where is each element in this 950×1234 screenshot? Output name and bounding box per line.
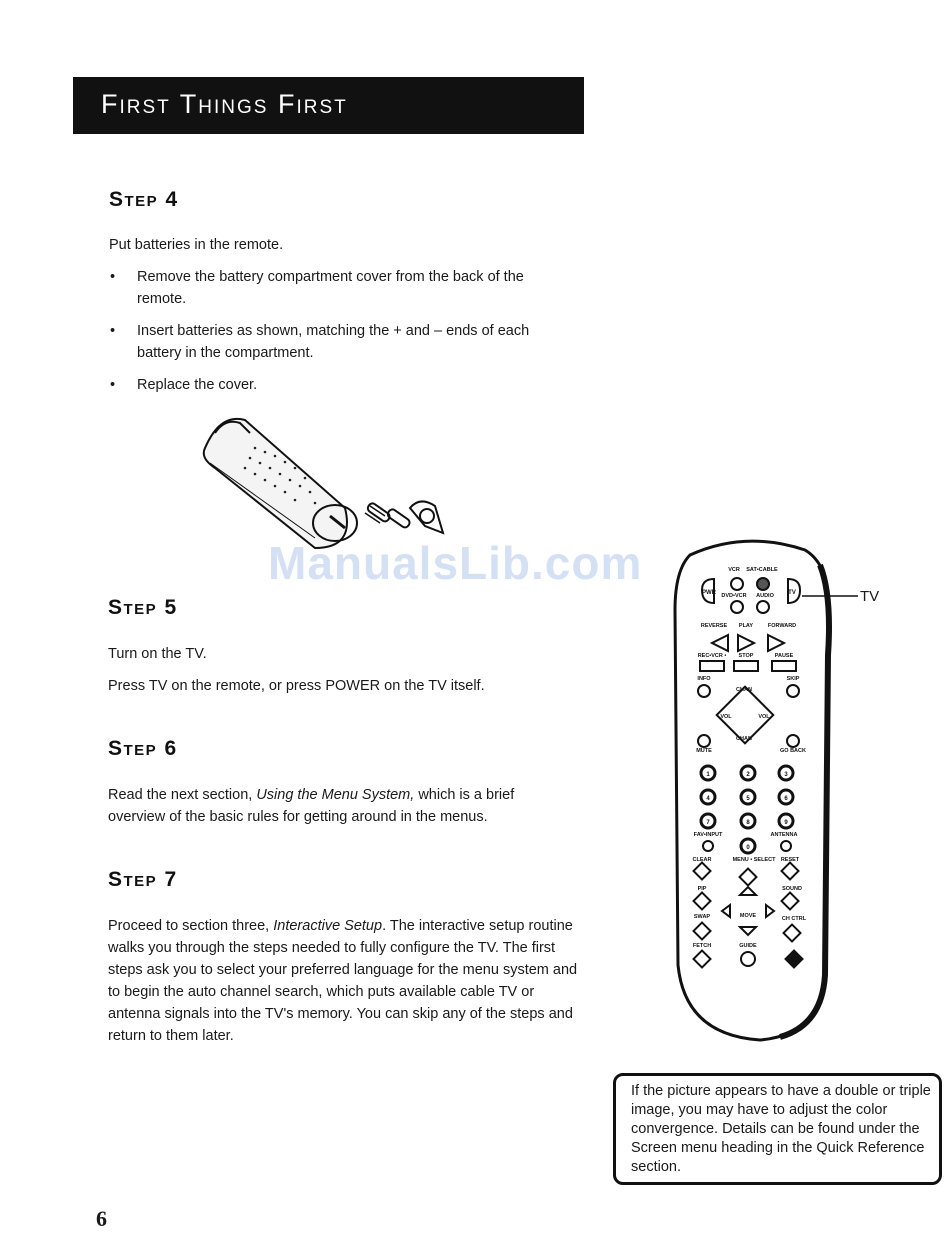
- digit-1: 1: [706, 772, 710, 778]
- digit-6: 6: [784, 796, 788, 802]
- label-play: PLAY: [738, 623, 754, 629]
- label-swap: SWAP: [693, 914, 711, 920]
- remote-pwr-button-label: PWR: [702, 590, 716, 596]
- label-clear: CLEAR: [692, 857, 712, 863]
- step-4-intro: Put batteries in the remote.: [109, 237, 284, 253]
- tip-box: [613, 1073, 942, 1185]
- bullet-icon: •: [110, 377, 116, 393]
- label-reset: RESET: [780, 857, 800, 863]
- tv-callout-label: TV: [860, 588, 880, 605]
- label-info: INFO: [697, 676, 711, 682]
- label-reverse: REVERSE: [700, 623, 728, 629]
- digit-4: 4: [706, 796, 710, 802]
- section-banner: [73, 77, 584, 134]
- list-item: • Replace the cover.: [110, 374, 570, 396]
- label-mute: MUTE: [696, 748, 712, 754]
- label-vol-left: VOL: [720, 714, 732, 720]
- list-item: • Remove the battery compartment cover from the back of the remote.: [110, 266, 547, 310]
- digit-3: 3: [784, 772, 788, 778]
- step-5-line-2: Press TV on the remote, or press POWER on the TV itself.: [108, 678, 485, 694]
- bullet-icon: •: [110, 269, 116, 285]
- section-title: First Things First: [101, 89, 348, 119]
- label-sat-cable: SAT•CABLE: [746, 567, 778, 573]
- label-vol-right: VOL: [758, 714, 770, 720]
- label-dvd-vcr: DVD•VCR: [721, 593, 747, 599]
- step-6-text: Read the next section, Using the Menu System, which is a brief overview of the basic rules for getting around in the menus.: [108, 787, 515, 825]
- digit-9: 9: [784, 820, 788, 826]
- label-stop: STOP: [738, 653, 754, 659]
- list-item: • Insert batteries as shown, matching the + and – ends of each battery in the compartment.: [110, 320, 557, 364]
- watermark: ManualsLib.com: [268, 537, 643, 589]
- digit-2: 2: [746, 772, 750, 778]
- step-4-bullet-list: [110, 266, 570, 406]
- label-go-back: GO BACK: [780, 748, 806, 754]
- label-pause: PAUSE: [774, 653, 794, 659]
- label-fav-input: FAV•INPUT: [693, 832, 723, 838]
- step-6-heading: Step 6: [108, 737, 178, 760]
- label-sound: SOUND: [782, 886, 802, 892]
- label-rec: REC•VCR •: [697, 653, 727, 659]
- step-5-heading: Step 5: [108, 596, 178, 619]
- label-move: MOVE: [739, 913, 757, 919]
- label-guide: GUIDE: [739, 943, 757, 949]
- digit-8: 8: [746, 820, 750, 826]
- page-number: 6: [96, 1206, 107, 1231]
- remote-tv-button-label: TV: [788, 590, 796, 596]
- label-audio: AUDIO: [756, 593, 774, 599]
- digit-5: 5: [746, 796, 750, 802]
- bullet-icon: •: [110, 323, 116, 339]
- label-menu-select: MENU • SELECT: [732, 857, 776, 863]
- label-forward: FORWARD: [767, 623, 797, 629]
- step-4-heading: Step 4: [109, 188, 179, 211]
- digit-7: 7: [706, 820, 710, 826]
- remote-illustration: [670, 535, 860, 1050]
- label-chan-bottom: CHAN: [736, 736, 752, 742]
- step-7-heading: Step 7: [108, 868, 178, 891]
- step-5-line-1: Turn on the TV.: [108, 646, 207, 662]
- label-fetch: FETCH: [692, 943, 712, 949]
- label-chan-top: CHAN: [736, 687, 752, 693]
- label-antenna: ANTENNA: [770, 832, 798, 838]
- label-skip: SKIP: [786, 676, 800, 682]
- step-7-text: Proceed to section three, Interactive Setup. The interactive setup routine walks you through the steps needed to fully configure the TV. The first steps ask you to select your preferred language for the menu system and to begin the auto channel search, which puts available cable TV or antenna signals into the TV's memory. You can skip any of the steps and return to them later.: [108, 918, 578, 1044]
- label-pip: PIP: [697, 886, 707, 892]
- digit-0: 0: [746, 845, 750, 851]
- tip-text: If the picture appears to have a double or triple image, you may have to adjust the color convergence. Details can be found under the Screen menu heading in the Quick Reference section.: [631, 1083, 931, 1175]
- label-ch-ctrl: CH CTRL: [781, 916, 807, 922]
- label-vcr: VCR: [728, 567, 740, 573]
